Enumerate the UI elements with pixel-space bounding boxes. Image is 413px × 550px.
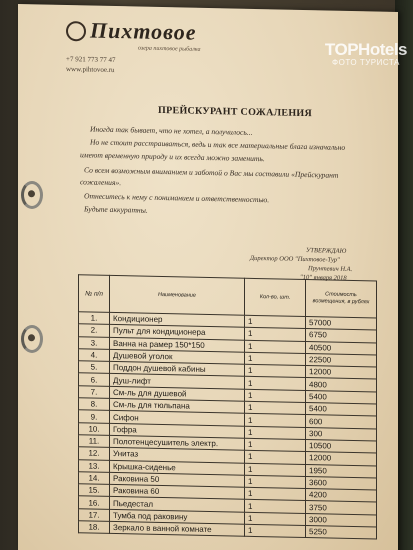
row-number: 8.	[79, 398, 110, 411]
item-price: 5400	[306, 390, 377, 404]
row-number: 15.	[79, 484, 110, 497]
row-number: 13.	[79, 459, 110, 472]
item-price: 3750	[306, 501, 377, 515]
item-price: 3000	[306, 513, 377, 527]
intro-line: Иногда так бывает, что не хотел, а получилось...	[90, 124, 253, 137]
item-qty: 1	[245, 500, 306, 514]
item-qty: 1	[245, 340, 306, 354]
item-qty: 1	[245, 364, 306, 378]
brand-subtitle: озера пихтовое рыбалка	[138, 45, 201, 53]
item-qty: 1	[245, 438, 306, 452]
intro-line: Со всем возможным вниманием и заботой о Вас мы составили «Прейскурант	[84, 165, 339, 180]
website: www.pihtovoe.ru	[66, 65, 115, 75]
item-name: Сифон	[110, 411, 245, 426]
item-name: Ванна на рамер 150*150	[110, 337, 245, 352]
item-name: Душевой уголок	[110, 349, 245, 364]
intro-line: Отнеситесь к нему с пониманием и ответственностью.	[84, 191, 270, 205]
item-price: 6750	[306, 329, 377, 343]
item-qty: 1	[245, 328, 306, 342]
intro-line: Но не стоит расстраиваться, ведь и так все материальные блага изначально	[90, 137, 346, 152]
item-price: 5250	[306, 526, 377, 540]
item-price: 5400	[306, 403, 377, 417]
watermark-caption: ФОТО ТУРИСТА	[332, 58, 400, 67]
col-name-header: Наименование	[110, 275, 245, 315]
row-number: 5.	[79, 361, 110, 374]
item-name: Кондиционер	[110, 312, 245, 327]
brand-name: Пихтовое	[90, 17, 197, 45]
row-number: 12.	[79, 447, 110, 460]
item-name: Душ-лифт	[110, 374, 245, 389]
item-qty: 1	[245, 426, 306, 440]
table-header-row	[79, 275, 377, 318]
item-name: Тумба под раковину	[110, 509, 245, 524]
item-qty: 1	[245, 352, 306, 366]
price-table	[78, 274, 377, 540]
item-price: 10500	[306, 439, 377, 453]
item-name: Унитаз	[110, 448, 245, 463]
row-number: 1.	[79, 312, 110, 325]
approval-date: "10" января 2018	[300, 273, 347, 282]
item-price: 4800	[306, 378, 377, 392]
table-body	[79, 312, 377, 540]
intro-line: Будьте аккуратны.	[84, 204, 148, 215]
row-number: 18.	[79, 521, 110, 534]
item-name: Гофра	[110, 423, 245, 438]
item-price: 12000	[306, 452, 377, 466]
document-title: ПРЕЙСКУРАНТ СОЖАЛЕНИЯ	[158, 104, 313, 120]
item-qty: 1	[245, 401, 306, 415]
item-price: 40500	[306, 341, 377, 355]
watermark-logo-text: TOPHotels	[324, 40, 407, 59]
item-name: Зеркало в ванной комнате	[110, 521, 245, 536]
fir-tree-icon	[66, 21, 86, 41]
binder-ring	[21, 181, 43, 209]
approval-position: Директор ООО "Пихтовое-Тур"	[250, 254, 340, 264]
item-price: 3600	[306, 476, 377, 490]
item-price: 12000	[306, 366, 377, 380]
item-qty: 1	[245, 414, 306, 428]
approval-name: Прунтевич Н.А.	[308, 265, 353, 274]
item-name: Крышка-сиденье	[110, 460, 245, 475]
item-name: Раковина 50	[110, 472, 245, 487]
row-number: 3.	[79, 336, 110, 349]
col-qty-header: Кол-во, шт.	[245, 278, 306, 316]
item-price: 4200	[306, 489, 377, 503]
row-number: 2.	[79, 324, 110, 337]
item-price: 22500	[306, 353, 377, 367]
item-price: 1950	[306, 464, 377, 478]
item-name: См-ль для душевой	[110, 386, 245, 401]
item-name: Поддон душевой кабины	[110, 362, 245, 377]
item-qty: 1	[245, 524, 306, 538]
row-number: 14.	[79, 472, 110, 485]
approval-title: УТВЕРЖДАЮ	[306, 247, 347, 255]
row-number: 16.	[79, 496, 110, 509]
row-number: 11.	[79, 435, 110, 448]
row-number: 6.	[79, 373, 110, 386]
item-qty: 1	[245, 487, 306, 501]
item-name: Раковина 60	[110, 485, 245, 500]
item-name: Полотенцесушитель электр.	[110, 435, 245, 450]
item-price: 300	[306, 427, 377, 441]
row-number: 17.	[79, 509, 110, 522]
intro-line: имеют временную природу и их всегда можно заменить.	[80, 150, 265, 164]
intro-line: сожаления».	[80, 177, 122, 188]
item-qty: 1	[245, 512, 306, 526]
row-number: 10.	[79, 422, 110, 435]
binder-ring	[21, 325, 43, 353]
item-qty: 1	[245, 463, 306, 477]
item-qty: 1	[245, 475, 306, 489]
col-price-header: Стоимость возмещения, в рублях	[306, 280, 377, 318]
row-number: 4.	[79, 349, 110, 362]
phone-number: +7 921 773 77 47	[66, 55, 116, 65]
row-number: 7.	[79, 386, 110, 399]
item-name: Пьедестал	[110, 497, 245, 512]
item-qty: 1	[245, 451, 306, 465]
item-price: 600	[306, 415, 377, 429]
item-qty: 1	[245, 315, 306, 329]
item-qty: 1	[245, 377, 306, 391]
price-list-page	[18, 4, 398, 550]
tophotels-watermark	[325, 40, 407, 67]
item-price: 57000	[306, 317, 377, 331]
item-qty: 1	[245, 389, 306, 403]
row-number: 9.	[79, 410, 110, 423]
item-name: См-ль для тюльпана	[110, 398, 245, 413]
item-name: Пульт для кондиционера	[110, 325, 245, 340]
col-number-header: № п/п	[79, 275, 110, 313]
